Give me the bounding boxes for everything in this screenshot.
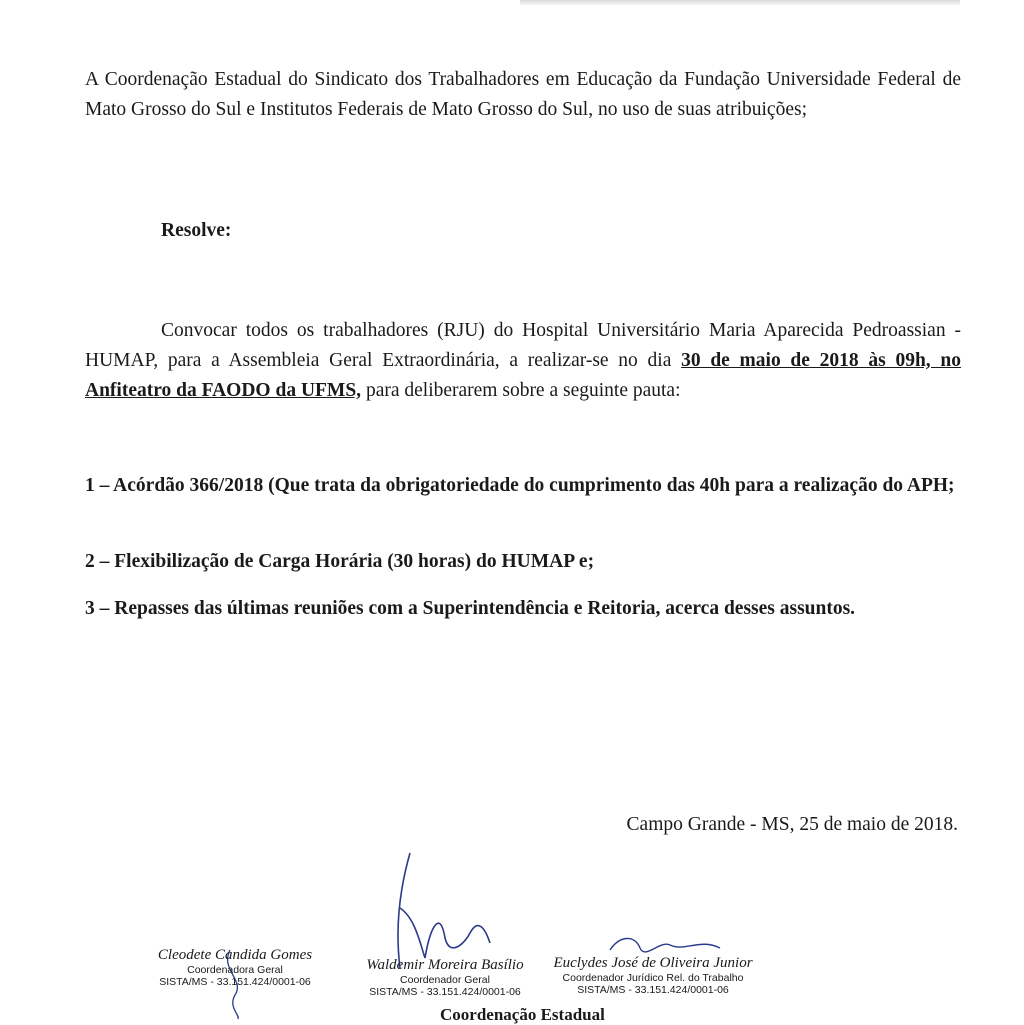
signatory-role: Coordenadora Geral: [187, 964, 283, 976]
signatory-registration: SISTA/MS - 33.151.424/0001-06: [577, 984, 729, 996]
signatory-role: Coordenador Geral: [400, 974, 490, 986]
convocation-text-end: para deliberarem sobre a seguinte pauta:: [361, 380, 681, 401]
place-date: Campo Grande - MS, 25 de maio de 2018.: [626, 814, 958, 835]
agenda-item-2: 2 – Flexibilização de Carga Horária (30 horas) do HUMAP e;: [85, 551, 595, 572]
footer-title: Coordenação Estadual: [440, 1005, 605, 1024]
resolve-heading: Resolve:: [161, 220, 232, 241]
convocation-date-place: 30 de maio de 2018 às 09h, no Anfiteatro da FAODO da UFMS,: [85, 350, 961, 401]
convocation-text-start: Convocar todos os trabalhadores (RJU) do Hospital Universitário Maria Aparecida Pedroassian - HUMAP, para a Assembleia Geral Extraordinária, a realizar-se no dia: [85, 320, 961, 371]
signatory-registration: SISTA/MS - 33.151.424/0001-06: [159, 976, 311, 988]
signatory-name: Euclydes José de Oliveira Junior: [553, 955, 753, 971]
signatory-registration: SISTA/MS - 33.151.424/0001-06: [369, 986, 521, 998]
agenda-item-3: 3 – Repasses das últimas reuniões com a Superintendência e Reitoria, acerca desses assuntos.: [85, 598, 856, 619]
signatory-1: [135, 947, 335, 988]
signatory-2: [345, 957, 545, 998]
convocation-paragraph: [85, 316, 961, 406]
intro-paragraph: A Coordenação Estadual do Sindicato dos Trabalhadores em Educação da Fundação Universidade Federal de Mato Grosso do Sul e Institutos Federais de Mato Grosso do Sul, no uso de suas atribuições;: [85, 69, 961, 120]
signatory-name: Waldemir Moreira Basílio: [366, 957, 524, 973]
agenda-item-1: 1 – Acórdão 366/2018 (Que trata da obrigatoriedade do cumprimento das 40h para a realização do APH;: [85, 475, 955, 496]
signatory-role: Coordenador Jurídico Rel. do Trabalho: [562, 972, 744, 984]
signatory-name: Cleodete Candida Gomes: [157, 947, 313, 963]
top-edge-line: [520, 0, 960, 6]
signatory-3: [553, 955, 753, 996]
